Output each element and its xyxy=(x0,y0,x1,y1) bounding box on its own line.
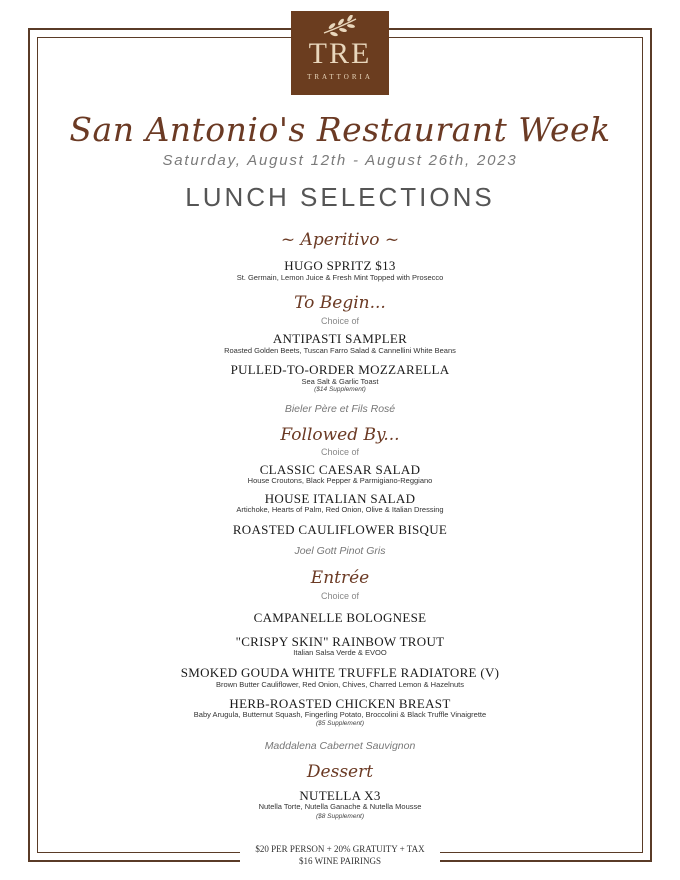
dish-description: Roasted Golden Beets, Tuscan Farro Salad & Cannellini White Beans xyxy=(224,346,456,355)
restaurant-logo xyxy=(291,11,389,95)
dish-description: St. Germain, Lemon Juice & Fresh Mint Topped with Prosecco xyxy=(236,273,444,282)
dish-description: Artichoke, Hearts of Palm, Red Onion, Olive & Italian Dressing xyxy=(236,505,444,514)
dish-caesar-salad: CLASSIC CAESAR SALAD xyxy=(259,462,421,477)
pricing-footer xyxy=(240,843,440,877)
wine-pairing: Maddalena Cabernet Sauvignon xyxy=(264,740,416,752)
event-dates: Saturday, August 12th - August 26th, 2023 xyxy=(162,152,518,169)
section-heading-aperitivo: ~ Aperitivo ~ xyxy=(280,230,400,250)
dish-nutella-x3: NUTELLA X3 xyxy=(299,788,381,803)
supplement-note: ($14 Supplement) xyxy=(314,386,366,393)
dish-rainbow-trout: "CRISPY SKIN" RAINBOW TROUT xyxy=(235,634,445,649)
section-heading-followed-by: Followed By... xyxy=(280,425,400,445)
dish-antipasti-sampler: ANTIPASTI SAMPLER xyxy=(272,331,408,346)
dish-italian-salad: HOUSE ITALIAN SALAD xyxy=(264,491,416,506)
dish-cauliflower-bisque: ROASTED CAULIFLOWER BISQUE xyxy=(232,522,448,537)
choice-of-label: Choice of xyxy=(320,447,360,457)
supplement-note: ($5 Supplement) xyxy=(315,720,365,727)
dish-mozzarella: PULLED-TO-ORDER MOZZARELLA xyxy=(230,362,450,377)
dish-description: Nutella Torte, Nutella Ganache & Nutella Mousse xyxy=(258,802,422,811)
dish-campanelle-bolognese: CAMPANELLE BOLOGNESE xyxy=(253,610,427,625)
olive-branch-icon xyxy=(291,15,389,37)
dish-hugo-spritz: HUGO SPRITZ $13 xyxy=(284,258,396,273)
wine-pairing: Bieler Père et Fils Rosé xyxy=(284,403,396,415)
logo-subtitle: TRATTORIA xyxy=(307,73,373,81)
page-title: San Antonio's Restaurant Week xyxy=(69,110,611,149)
price-line: $20 PER PERSON + 20% GRATUITY + TAX xyxy=(255,844,425,854)
choice-of-label: Choice of xyxy=(320,591,360,601)
dish-description: Italian Salsa Verde & EVOO xyxy=(293,648,387,657)
dish-description: Sea Salt & Garlic Toast xyxy=(301,377,379,386)
dish-description: House Croutons, Black Pepper & Parmigiano-Reggiano xyxy=(247,476,433,485)
section-heading-entree: Entrée xyxy=(310,568,370,588)
section-heading-to-begin: To Begin... xyxy=(294,293,386,313)
dish-description: Baby Arugula, Butternut Squash, Fingerling Potato, Broccolini & Black Truffle Vinaigrette xyxy=(193,710,487,719)
dish-gouda-radiatore: SMOKED GOUDA WHITE TRUFFLE RADIATORE (V) xyxy=(180,665,500,680)
section-heading-dessert: Dessert xyxy=(306,762,374,782)
dish-chicken-breast: HERB-ROASTED CHICKEN BREAST xyxy=(229,696,451,711)
dish-description: Brown Butter Cauliflower, Red Onion, Chives, Charred Lemon & Hazelnuts xyxy=(215,680,465,689)
wine-pairing: Joel Gott Pinot Gris xyxy=(294,545,386,557)
wine-pairings-price: $16 WINE PAIRINGS xyxy=(298,856,381,866)
logo-name: TRE xyxy=(308,37,372,70)
choice-of-label: Choice of xyxy=(320,316,360,326)
menu-title: LUNCH SELECTIONS xyxy=(185,182,495,212)
supplement-note: ($8 Supplement) xyxy=(315,813,365,820)
